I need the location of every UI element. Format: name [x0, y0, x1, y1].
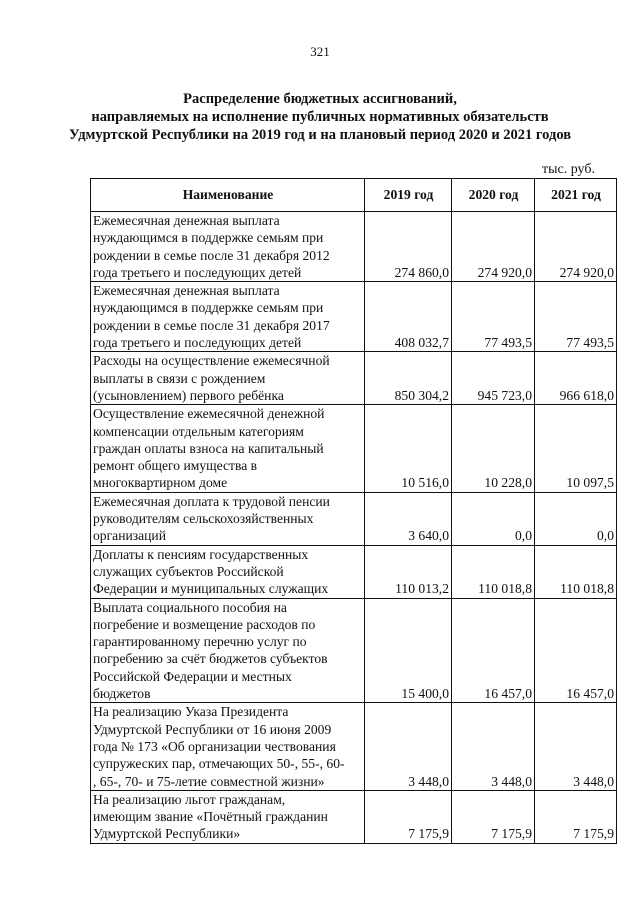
value-2020: 0,0: [452, 492, 535, 545]
row-name-line: На реализацию льгот гражданам,: [93, 791, 286, 807]
value-2020: 274 920,0: [452, 212, 535, 282]
row-name-line: Ежемесячная доплата к трудовой пенсии: [93, 493, 330, 509]
value-2019: 110 013,2: [365, 545, 452, 598]
value-2021: 110 018,8: [535, 545, 617, 598]
table-row: [91, 492, 617, 545]
value-2019: 15 400,0: [365, 598, 452, 703]
table-row: [91, 405, 617, 492]
row-name-cell: [91, 545, 365, 598]
row-name-line: , 65-, 70- и 75-летие совместной жизни»: [93, 773, 325, 789]
value-2021: 966 618,0: [535, 352, 617, 405]
header-name: Наименование: [91, 179, 365, 212]
title-line-1: Распределение бюджетных ассигнований,: [183, 91, 457, 107]
row-name-line: года третьего и последующих детей: [93, 335, 302, 351]
header-2019: 2019 год: [365, 179, 452, 212]
value-2020: 7 175,9: [452, 790, 535, 843]
row-name-cell: [91, 405, 365, 492]
value-2021: 77 493,5: [535, 282, 617, 352]
row-name-line: Удмуртской Республики от 16 июня 2009: [93, 721, 332, 737]
value-2019: 408 032,7: [365, 282, 452, 352]
value-2021: 3 448,0: [535, 703, 617, 790]
row-name-cell: [91, 352, 365, 405]
row-name-cell: [91, 282, 365, 352]
title-line-3: Удмуртской Республики на 2019 год и на плановый период 2020 и 2021 годов: [68, 127, 572, 143]
title-line-2: направляемых на исполнение публичных нормативных обязательств: [91, 109, 549, 125]
header-2021: 2021 год: [535, 179, 617, 212]
row-name-line: Осуществление ежемесячной денежной: [93, 406, 325, 422]
row-name-line: ремонт общего имущества в: [93, 458, 258, 474]
row-name-line: Ежемесячная денежная выплата: [93, 283, 280, 299]
row-name-line: Выплата социального пособия на: [93, 599, 287, 615]
row-name-line: (усыновлением) первого ребёнка: [93, 387, 284, 403]
header-2020: 2020 год: [452, 179, 535, 212]
row-name-line: организаций: [93, 528, 166, 544]
value-2021: 10 097,5: [535, 405, 617, 492]
row-name-line: Российской Федерации и местных: [93, 668, 292, 684]
value-2021: 0,0: [535, 492, 617, 545]
row-name-line: Ежемесячная денежная выплата: [93, 213, 280, 228]
value-2020: 110 018,8: [452, 545, 535, 598]
row-name-line: нуждающимся в поддержке семьям при: [93, 230, 324, 246]
row-name-line: года № 173 «Об организации чествования: [93, 738, 336, 754]
value-2020: 16 457,0: [452, 598, 535, 703]
value-2020: 10 228,0: [452, 405, 535, 492]
row-name-line: Удмуртской Республики»: [93, 826, 241, 842]
units-label: тыс. руб.: [542, 162, 595, 177]
row-name-line: служащих субъектов Российской: [93, 563, 284, 579]
row-name-line: погребению за счёт бюджетов субъектов: [93, 651, 328, 667]
row-name-cell: [91, 703, 365, 790]
row-name-line: Федерации и муниципальных служащих: [93, 581, 329, 597]
table-row: [91, 598, 617, 703]
row-name-line: многоквартирном доме: [93, 475, 228, 491]
table-row: [91, 790, 617, 843]
value-2021: 16 457,0: [535, 598, 617, 703]
table-header-row: [91, 179, 617, 212]
table-row: [91, 282, 617, 352]
value-2019: 3 448,0: [365, 703, 452, 790]
row-name-cell: [91, 212, 365, 282]
value-2020: 945 723,0: [452, 352, 535, 405]
row-name-line: бюджетов: [93, 686, 151, 702]
row-name-line: имеющим звание «Почётный гражданин: [93, 809, 328, 825]
value-2019: 3 640,0: [365, 492, 452, 545]
row-name-line: рождении в семье после 31 декабря 2012: [93, 247, 330, 263]
table-row: [91, 703, 617, 790]
table-row: [91, 545, 617, 598]
row-name-line: нуждающимся в поддержке семьям при: [93, 300, 324, 316]
table-body: [91, 212, 617, 844]
table-row: [91, 352, 617, 405]
row-name-line: руководителям сельскохозяйственных: [93, 511, 314, 527]
value-2019: 850 304,2: [365, 352, 452, 405]
value-2019: 274 860,0: [365, 212, 452, 282]
budget-table: [90, 178, 617, 844]
row-name-line: погребение и возмещение расходов по: [93, 616, 316, 632]
row-name-cell: [91, 790, 365, 843]
page-number: 321: [310, 44, 330, 59]
row-name-line: супружеских пар, отмечающих 50-, 55-, 60-: [93, 756, 345, 772]
document-title: [0, 90, 640, 144]
value-2021: 274 920,0: [535, 212, 617, 282]
row-name-line: Доплаты к пенсиям государственных: [93, 546, 309, 562]
value-2021: 7 175,9: [535, 790, 617, 843]
value-2019: 7 175,9: [365, 790, 452, 843]
row-name-line: рождении в семье после 31 декабря 2017: [93, 317, 330, 333]
row-name-line: выплаты в связи с рождением: [93, 370, 266, 386]
row-name-cell: [91, 492, 365, 545]
value-2019: 10 516,0: [365, 405, 452, 492]
row-name-line: На реализацию Указа Президента: [93, 704, 289, 720]
value-2020: 77 493,5: [452, 282, 535, 352]
row-name-line: граждан оплаты взноса на капитальный: [93, 440, 324, 456]
row-name-line: компенсации отдельным категориям: [93, 423, 304, 439]
row-name-cell: [91, 598, 365, 703]
value-2020: 3 448,0: [452, 703, 535, 790]
row-name-line: гарантированному перечню услуг по: [93, 634, 307, 650]
table-row: [91, 212, 617, 282]
row-name-line: года третьего и последующих детей: [93, 264, 302, 280]
row-name-line: Расходы на осуществление ежемесячной: [93, 353, 330, 369]
